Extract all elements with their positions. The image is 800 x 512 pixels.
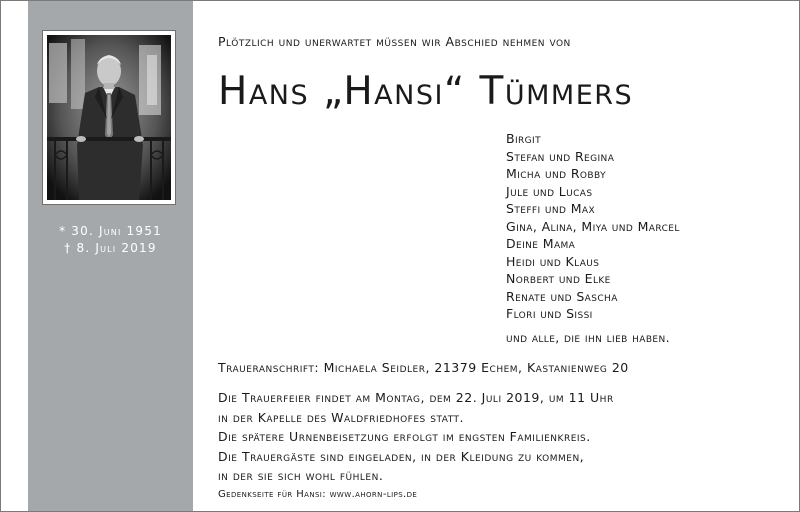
ceremony-line: Die Trauerfeier findet am Montag, dem 22. Juli 2019, um 11 Uhr (218, 390, 614, 405)
ceremony-line: Die Trauergäste sind eingeladen, in der Kleidung zu kommen, (218, 448, 585, 464)
portrait-photo (47, 35, 171, 200)
mourning-address: Traueranschrift: Michaela Seidler, 21379 Echem, Kastanienweg 20 (218, 360, 629, 375)
death-date: † 8. Juli 2019 (64, 241, 157, 255)
portrait-frame (42, 30, 176, 205)
mourner-item: Heidi und Klaus (506, 253, 600, 269)
birth-date: * 30. Juni 1951 (59, 224, 162, 238)
deceased-name: Hans „Hansi“ Tümmers (218, 69, 634, 114)
ceremony-line: in der Kapelle des Waldfriedhofes statt. (218, 409, 465, 425)
mourner-item: Birgit (506, 131, 542, 146)
ceremony-details (218, 388, 614, 486)
sidebar-panel (28, 1, 193, 511)
life-dates (28, 223, 193, 257)
mourner-item: Jule und Lucas (506, 183, 593, 199)
ceremony-line: in der sie sich wohl fühlen. (218, 468, 384, 483)
notice-content (218, 1, 778, 511)
mourner-item: Steffi und Max (506, 201, 596, 216)
intro-line: Plötzlich und unerwartet müssen wir Abschied nehmen von (218, 34, 571, 49)
mourner-item: Flori und Sissi (506, 306, 593, 321)
mourner-item: Norbert und Elke (506, 271, 611, 286)
mourner-item: Renate und Sascha (506, 288, 618, 304)
closing-line: und alle, die ihn lieb haben. (506, 329, 671, 345)
portrait-illustration (47, 35, 171, 200)
mourner-item: Gina, Alina, Miya und Marcel (506, 218, 680, 234)
mourner-item: Stefan und Regina (506, 148, 615, 164)
ceremony-line: Die spätere Urnenbeisetzung erfolgt im engsten Familienkreis. (218, 429, 591, 444)
mourners-list (506, 130, 680, 346)
memorial-page-link: Gedenkseite für Hansi: www.ahorn-lips.de (218, 489, 418, 500)
mourner-item: Deine Mama (506, 236, 576, 251)
mourner-item: Micha und Robby (506, 166, 606, 181)
